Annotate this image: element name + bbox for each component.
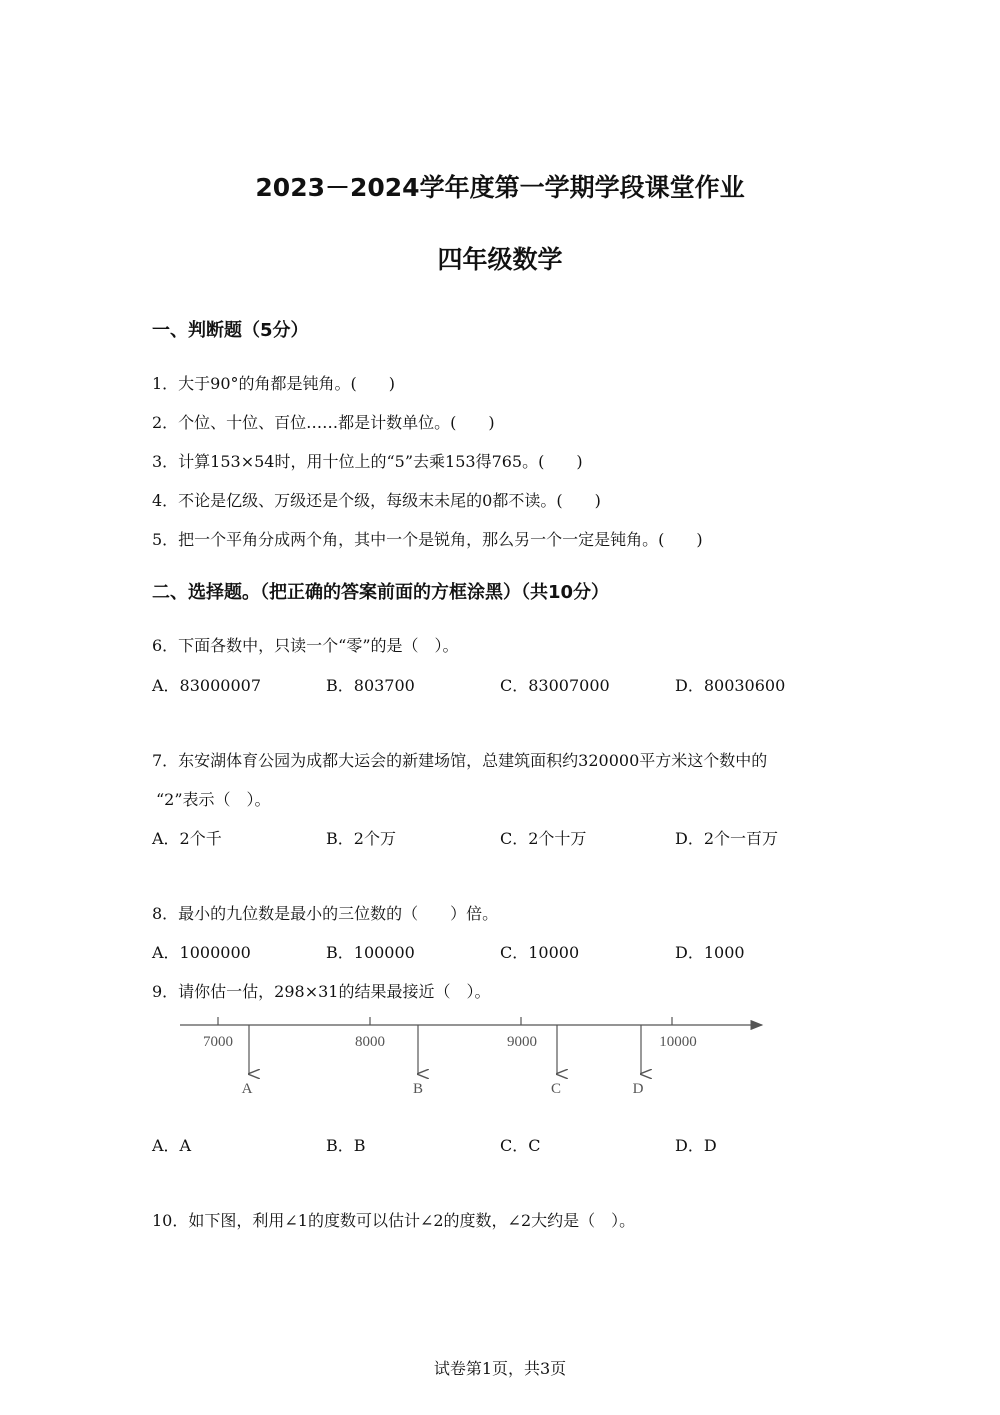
question-7-stem-line1: 7．东安湖体育公园为成都大运会的新建场馆，总建筑面积约320000平方米这个数中的 xyxy=(152,751,768,770)
page-title: 2023－2024学年度第一学期学段课堂作业 xyxy=(255,173,745,202)
q6-option-b: B．803700 xyxy=(326,676,415,695)
tick-label-10000: 10000 xyxy=(659,1034,697,1050)
question-8-stem: 8．最小的九位数是最小的三位数的（ ）倍。 xyxy=(152,904,499,923)
number-line-figure xyxy=(0,1010,1000,1105)
question-4: 4．不论是亿级、万级还是个级，每级末未尾的0都不读。( ) xyxy=(152,491,601,510)
q8-option-b: B．100000 xyxy=(326,943,415,962)
section2-heading: 二、选择题。（把正确的答案前面的方框涂黑）（共10分） xyxy=(152,582,610,603)
q9-option-a: A．A xyxy=(152,1136,192,1155)
q7-option-c: C．2个十万 xyxy=(500,829,587,848)
q7-option-d: D．2个一百万 xyxy=(675,829,779,848)
question-2: 2．个位、十位、百位……都是计数单位。( ) xyxy=(152,413,495,432)
page-subtitle: 四年级数学 xyxy=(437,245,563,274)
q9-option-b: B．B xyxy=(326,1136,366,1155)
question-5: 5．把一个平角分成两个角，其中一个是锐角，那么另一个一定是钝角。( ) xyxy=(152,530,703,549)
page-footer: 试卷第1页，共3页 xyxy=(433,1359,567,1378)
question-1: 1．大于90°的角都是钝角。( ) xyxy=(152,374,396,393)
tick-label-9000: 9000 xyxy=(507,1034,537,1050)
tick-label-7000: 7000 xyxy=(203,1034,233,1050)
q9-option-c: C．C xyxy=(500,1136,541,1155)
q8-option-a: A．1000000 xyxy=(152,943,251,962)
question-10-stem: 10．如下图，利用∠1的度数可以估计∠2的度数，∠2大约是（ ）。 xyxy=(152,1211,636,1230)
section1-heading: 一、判断题（5分） xyxy=(152,320,309,341)
question-7-stem-line2: “2”表示（ ）。 xyxy=(156,790,271,809)
q7-option-b: B．2个万 xyxy=(326,829,396,848)
question-9-stem: 9．请你估一估，298×31的结果最接近（ ）。 xyxy=(152,982,491,1001)
q6-option-a: A．83000007 xyxy=(152,676,261,695)
q6-option-d: D．80030600 xyxy=(675,676,786,695)
tick-label-8000: 8000 xyxy=(355,1034,385,1050)
marker-b-label: B xyxy=(412,1081,424,1097)
q8-option-d: D．1000 xyxy=(675,943,745,962)
q9-option-d: D．D xyxy=(675,1136,717,1155)
marker-a-label: A xyxy=(241,1081,253,1097)
q7-option-a: A．2个千 xyxy=(152,829,222,848)
q8-option-c: C．10000 xyxy=(500,943,580,962)
marker-d-label: D xyxy=(632,1081,644,1097)
question-3: 3．计算153×54时，用十位上的“5”去乘153得765。( ) xyxy=(152,452,583,471)
question-6-stem: 6．下面各数中，只读一个“零”的是（ ）。 xyxy=(152,636,459,655)
q6-option-c: C．83007000 xyxy=(500,676,610,695)
marker-c-label: C xyxy=(550,1081,562,1097)
